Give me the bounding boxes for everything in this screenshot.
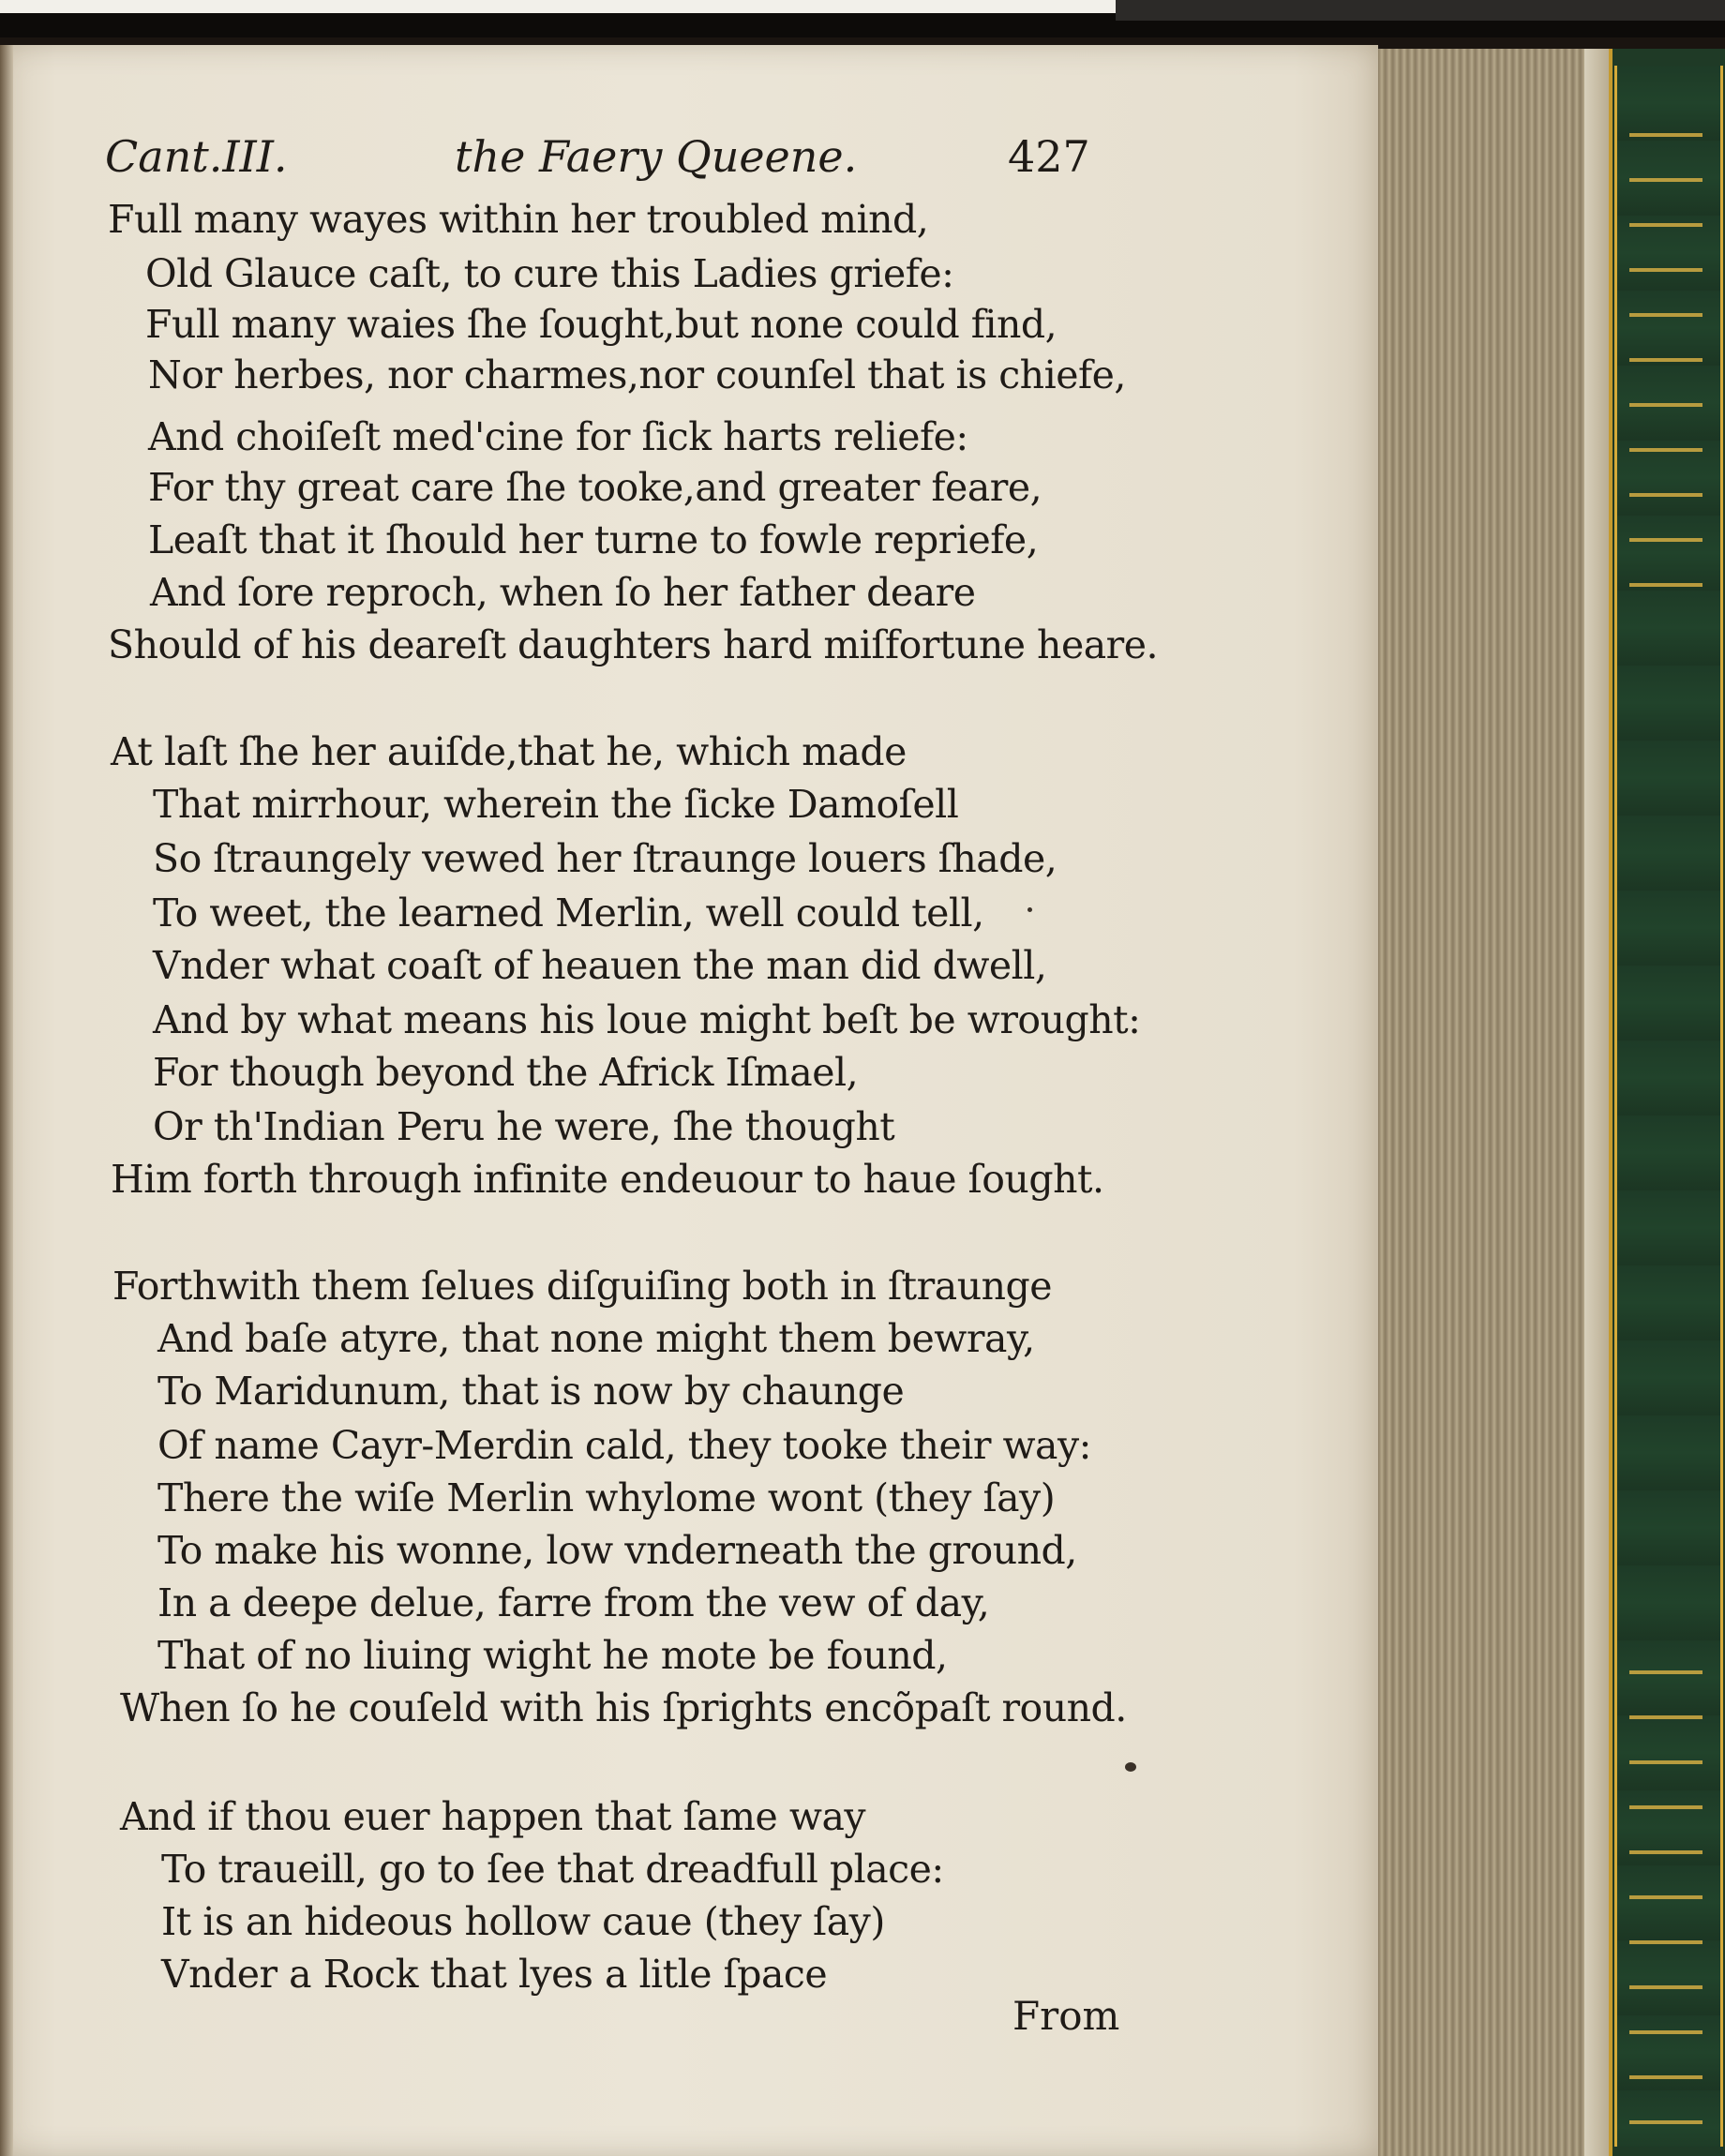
catchword: From [1012,1993,1120,2039]
stanza-line: To weet, the learned Merlin, well could tell, [153,891,984,936]
stanza-line: And choiſeſt med'cine for ſick harts reliefe: [148,414,968,459]
stanza-line: At laſt ſhe her auiſde,that he, which made [111,729,907,774]
stanza-line: For thy great care ſhe tooke,and greater feare, [148,465,1042,510]
gilt-ornament-bottom [1629,1650,1702,2137]
running-title: the Faery Queene. [455,131,858,182]
stanza-line: And if thou euer happen that ſame way [120,1794,866,1839]
page-edges [1378,49,1608,2156]
top-white-strip [0,0,1116,13]
stanza-line: Or th'Indian Peru he were, ſhe thought [153,1104,895,1149]
stanza-line: For though beyond the Africk Iſmael, [153,1050,859,1095]
stanza-line: And by what means his loue might beſt be wrought: [153,997,1141,1042]
stanza-line: There the wiſe Merlin whylome wont (they ſay) [158,1475,1056,1520]
stanza-line: To make his wonne, low vnderneath the ground, [158,1528,1077,1573]
stanza-line: It is an hideous hollow caue (they ſay) [161,1899,885,1944]
stanza-line: Old Glauce caſt, to cure this Ladies griefe: [145,251,954,296]
page-number: 427 [1008,131,1090,182]
gutter-shadow [0,45,13,2156]
stanza-line: That of no liuing wight he mote be found, [158,1633,948,1678]
stanza-line: To traueill, go to ſee that dreadfull place: [161,1847,944,1892]
top-grey-strip [1116,0,1725,21]
stanza-line: Of name Cayr-Merdin cald, they tooke their way: [158,1423,1091,1468]
ink-fleck [1028,907,1032,912]
stanza-line: Vnder a Rock that lyes a litle ſpace [161,1952,828,1997]
page-edges-inner [1584,49,1609,2156]
stanza-line: And ſore reproch, when ſo her father deare [150,570,976,615]
gilt-ornament-top [1629,112,1702,600]
stanza-line: Him forth through infinite endeuour to haue ſought. [111,1157,1104,1202]
stanza-line: In a deepe delue, farre from the vew of day, [158,1580,990,1625]
stanza-line: Full many waies ſhe ſought,but none could find, [145,302,1058,347]
stanza-line: To Maridunum, that is now by chaunge [158,1369,905,1414]
stanza-line: Leaſt that it ſhould her turne to fowle repriefe, [148,517,1039,562]
stanza-line: Nor herbes, nor charmes,nor counſel that is chiefe, [148,352,1126,397]
ink-fleck [1125,1762,1136,1772]
stanza-line: Forthwith them ſelues diſguiſing both in ſtraunge [112,1264,1053,1309]
stanza-line: Should of his deareſt daughters hard miſfortune heare. [108,622,1159,667]
stanza-line: When ſo he couſeld with his ſprights encõpaſt round. [120,1685,1127,1730]
stanza-line: That mirrhour, wherein the ſicke Damoſell [153,782,959,827]
stanza-line: So ſtraungely vewed her ſtraunge louers ſhade, [153,836,1058,881]
canto-header: Cant.III. [105,131,288,182]
stanza-line: And baſe atyre, that none might them bewray, [158,1316,1035,1361]
stanza-line: Vnder what coaſt of heauen the man did dwell, [153,943,1047,988]
stanza-line: Full many wayes within her troubled mind, [108,197,929,242]
